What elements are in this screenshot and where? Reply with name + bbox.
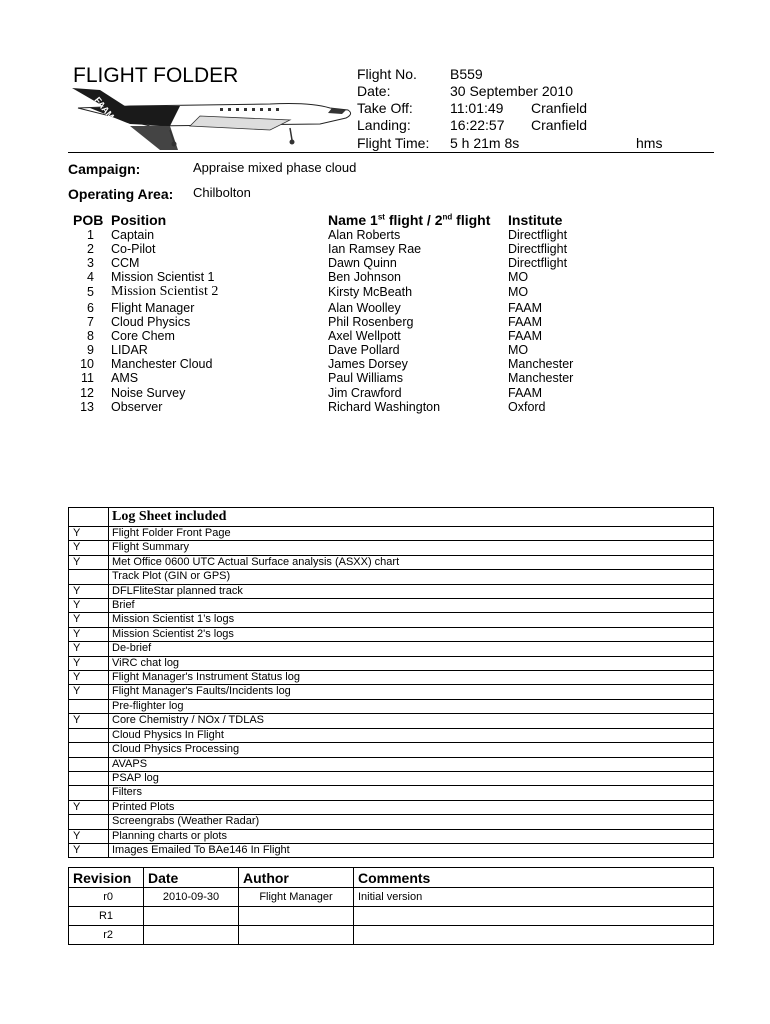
takeoff-place: Cranfield (531, 100, 588, 116)
log-item-label: Mission Scientist 1’s logs (109, 613, 714, 627)
name-cell: Phil Rosenberg (328, 315, 414, 330)
name-header: Name 1st flight / 2nd flight (328, 212, 491, 228)
name-cell: Dawn Quinn (328, 256, 397, 271)
name-cell: Jim Crawford (328, 385, 402, 400)
log-sheet-row (69, 613, 714, 627)
pob-cell: 7 (87, 315, 94, 330)
revision-author-cell (239, 907, 354, 926)
name-cell: Paul Williams (328, 371, 404, 386)
takeoff-label: Take Off: (357, 100, 413, 116)
log-sheet-row (69, 786, 714, 800)
log-included-flag: Y (69, 527, 109, 541)
log-sheet-row (69, 815, 714, 829)
log-sheet-row (69, 829, 714, 843)
position-cell: LIDAR (111, 343, 148, 358)
name-cell: James Dorsey (328, 357, 408, 372)
log-included-flag: Y (69, 555, 109, 569)
log-sheet-row (69, 599, 714, 613)
log-sheet-header: Log Sheet included (109, 508, 714, 527)
log-sheet-row (69, 541, 714, 555)
name-cell: Alan Woolley (328, 300, 401, 315)
position-cell: Mission Scientist 2 (111, 284, 219, 300)
log-sheet-row (69, 743, 714, 757)
author-header: Author (239, 868, 354, 888)
flight-time-label: Flight Time: (357, 135, 430, 151)
revision-header: Revision (69, 868, 144, 888)
position-cell: Captain (111, 228, 155, 242)
log-flag-header (69, 508, 109, 527)
operating-area-value: Chilbolton (193, 185, 251, 200)
pob-cell: 8 (87, 329, 94, 344)
campaign-label: Campaign: (68, 161, 141, 177)
date-header: Date (144, 868, 239, 888)
log-item-label: Filters (109, 786, 714, 800)
revision-row (69, 888, 714, 907)
institute-cell: Manchester (508, 357, 574, 372)
log-item-label: Cloud Physics Processing (109, 743, 714, 757)
landing-label: Landing: (357, 117, 411, 133)
institute-cell: MO (508, 343, 529, 358)
log-included-flag: Y (69, 627, 109, 641)
revision-author-cell (239, 926, 354, 945)
position-cell: Mission Scientist 1 (111, 270, 215, 285)
position-cell: AMS (111, 371, 139, 386)
institute-cell: FAAM (508, 315, 543, 330)
log-sheet-row (69, 757, 714, 771)
log-included-flag (69, 699, 109, 713)
log-included-flag (69, 743, 109, 757)
revision-row (69, 926, 714, 945)
name-cell: Ben Johnson (328, 270, 401, 285)
log-item-label: PSAP log (109, 771, 714, 785)
log-sheet-row (69, 656, 714, 670)
log-sheet-row (69, 570, 714, 584)
log-sheet-row (69, 800, 714, 814)
revision-cell: R1 (69, 907, 144, 926)
position-cell: CCM (111, 256, 140, 271)
log-included-flag: Y (69, 613, 109, 627)
log-included-flag: Y (69, 541, 109, 555)
log-sheet-row (69, 555, 714, 569)
takeoff-time: 11:01:49 (450, 100, 504, 116)
institute-cell: FAAM (508, 300, 543, 315)
campaign-value: Appraise mixed phase cloud (193, 160, 357, 175)
folder-title: FLIGHT FOLDER (73, 64, 239, 87)
revision-comments-cell: Initial version (354, 888, 714, 907)
log-item-label: DFLFliteStar planned track (109, 584, 714, 598)
name-column (328, 228, 440, 414)
institute-header: Institute (508, 212, 563, 228)
institute-column (508, 228, 573, 414)
revision-cell: r2 (69, 926, 144, 945)
log-item-label: Cloud Physics In Flight (109, 728, 714, 742)
log-item-label: Flight Manager's Faults/Incidents log (109, 685, 714, 699)
log-item-label: ViRC chat log (109, 656, 714, 670)
name-cell: Richard Washington (328, 399, 441, 414)
pob-cell: 2 (87, 242, 94, 257)
log-item-label: AVAPS (109, 757, 714, 771)
position-cell: Observer (111, 399, 163, 414)
name-cell: Axel Wellpott (328, 329, 401, 344)
flight-time-value: 5 h 21m 8s (450, 135, 520, 151)
log-sheet-row (69, 771, 714, 785)
date-value: 30 September 2010 (450, 83, 573, 99)
institute-cell: Oxford (508, 399, 546, 414)
log-included-flag: Y (69, 671, 109, 685)
flight-no-value: B559 (450, 66, 483, 82)
revision-date-cell (144, 907, 239, 926)
log-item-label: Brief (109, 599, 714, 613)
position-header: Position (111, 212, 167, 228)
log-item-label: Flight Summary (109, 541, 714, 555)
log-sheet-row (69, 671, 714, 685)
flight-time-unit: hms (636, 135, 663, 151)
position-cell: Core Chem (111, 329, 175, 344)
institute-cell: Manchester (508, 371, 574, 386)
log-item-label: Printed Plots (109, 800, 714, 814)
position-cell: Co-Pilot (111, 242, 156, 257)
log-sheet-row (69, 728, 714, 742)
position-column (111, 228, 218, 414)
landing-time: 16:22:57 (450, 117, 505, 133)
log-included-flag: Y (69, 843, 109, 857)
revision-comments-cell (354, 926, 714, 945)
position-cell: Noise Survey (111, 385, 186, 400)
pob-cell: 6 (87, 300, 94, 315)
log-included-flag: Y (69, 829, 109, 843)
aircraft-image (70, 86, 358, 152)
log-included-flag: Y (69, 584, 109, 598)
revision-author-cell: Flight Manager (239, 888, 354, 907)
pob-cell: 10 (80, 357, 94, 372)
revision-row (69, 907, 714, 926)
log-included-flag (69, 728, 109, 742)
pob-cell: 5 (87, 285, 94, 300)
log-item-label: Met Office 0600 UTC Actual Surface analysis (ASXX) chart (109, 555, 714, 569)
log-included-flag (69, 771, 109, 785)
position-cell: Flight Manager (111, 300, 195, 315)
name-cell: Dave Pollard (328, 343, 400, 358)
institute-cell: Directflight (508, 256, 568, 271)
log-item-label: De-brief (109, 642, 714, 656)
log-sheet-row (69, 642, 714, 656)
log-included-flag: Y (69, 714, 109, 728)
log-item-label: Images Emailed To BAe146 In Flight (109, 843, 714, 857)
institute-cell: FAAM (508, 385, 543, 400)
flight-no-label: Flight No. (357, 66, 417, 82)
log-included-flag (69, 815, 109, 829)
pob-cell: 3 (87, 256, 94, 271)
landing-place: Cranfield (531, 117, 588, 133)
institute-cell: Directflight (508, 228, 568, 242)
name-cell: Kirsty McBeath (328, 285, 413, 300)
date-label: Date: (357, 83, 391, 99)
name-cell: Alan Roberts (328, 228, 401, 242)
log-sheet-row (69, 843, 714, 857)
log-included-flag: Y (69, 685, 109, 699)
log-sheet-row (69, 527, 714, 541)
log-item-label: Flight Folder Front Page (109, 527, 714, 541)
log-item-label: Track Plot (GIN or GPS) (109, 570, 714, 584)
log-item-label: Mission Scientist 2's logs (109, 627, 714, 641)
pob-cell: 4 (87, 270, 94, 285)
tail-text: FAAM (92, 95, 117, 122)
log-sheet-row (69, 714, 714, 728)
log-item-label: Planning charts or plots (109, 829, 714, 843)
pob-cell: 9 (87, 343, 94, 358)
pob-column (70, 228, 94, 414)
log-item-label: Screengrabs (Weather Radar) (109, 815, 714, 829)
position-cell: Cloud Physics (111, 315, 191, 330)
institute-cell: Directflight (508, 242, 568, 257)
revision-header-row (69, 868, 714, 888)
pob-header: POB (73, 212, 104, 228)
log-sheet-row (69, 627, 714, 641)
institute-cell: MO (508, 270, 529, 285)
revision-date-cell: 2010-09-30 (144, 888, 239, 907)
header-divider (68, 152, 714, 153)
log-item-label: Pre-flighter log (109, 699, 714, 713)
log-included-flag: Y (69, 642, 109, 656)
log-sheet-table (68, 507, 714, 858)
pob-cell: 13 (80, 399, 94, 414)
log-included-flag (69, 570, 109, 584)
log-item-label: Core Chemistry / NOx / TDLAS (109, 714, 714, 728)
revision-table (68, 867, 714, 945)
log-included-flag: Y (69, 656, 109, 670)
institute-cell: MO (508, 285, 529, 300)
log-sheet-row (69, 584, 714, 598)
comments-header: Comments (354, 868, 714, 888)
operating-area-label: Operating Area: (68, 186, 174, 202)
pob-cell: 1 (87, 228, 94, 242)
log-included-flag (69, 786, 109, 800)
log-included-flag (69, 757, 109, 771)
log-item-label: Flight Manager's Instrument Status log (109, 671, 714, 685)
revision-comments-cell (354, 907, 714, 926)
institute-cell: FAAM (508, 329, 543, 344)
log-sheet-header-row (69, 508, 714, 527)
revision-cell: r0 (69, 888, 144, 907)
name-cell: Ian Ramsey Rae (328, 242, 422, 257)
log-sheet-row (69, 699, 714, 713)
log-included-flag: Y (69, 599, 109, 613)
pob-cell: 11 (81, 371, 94, 386)
log-included-flag: Y (69, 800, 109, 814)
pob-cell: 12 (80, 385, 94, 400)
revision-date-cell (144, 926, 239, 945)
log-sheet-row (69, 685, 714, 699)
position-cell: Manchester Cloud (111, 357, 213, 372)
